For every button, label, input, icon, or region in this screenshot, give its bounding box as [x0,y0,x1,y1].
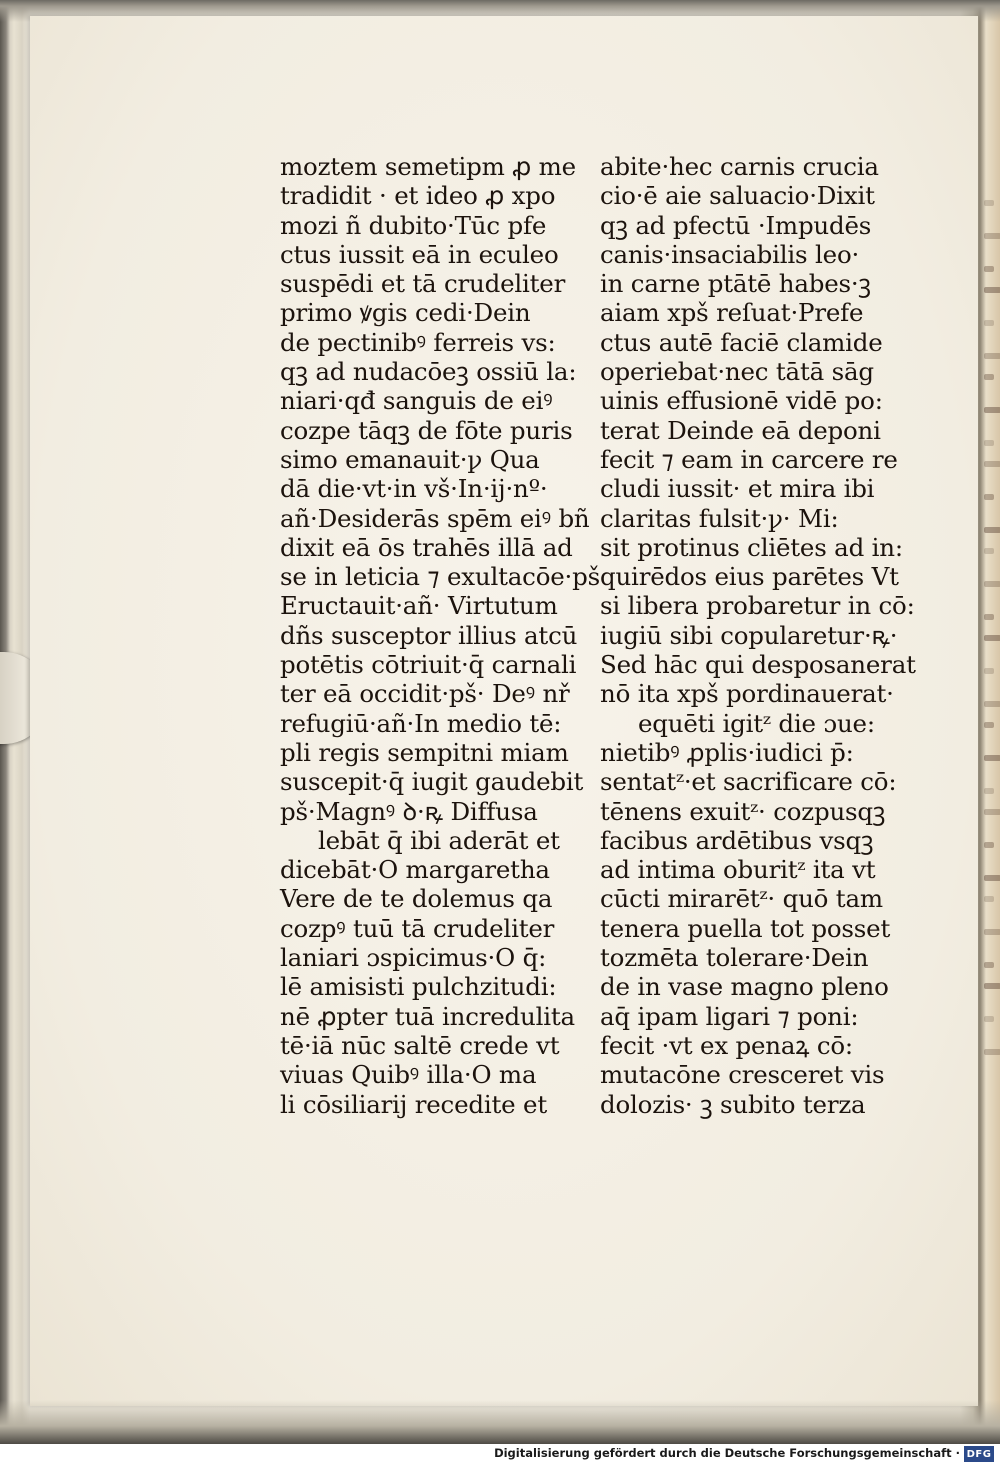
bleed-mark [984,548,994,554]
bleed-mark [984,527,1000,533]
text-line: si libera probaretur in cō: [600,591,915,621]
bleed-mark [984,200,994,206]
text-line: Eructauit·añ· Virtutum [280,591,558,621]
text-line: dā die·vt·in vš·In·ij·nº· [280,474,548,504]
text-line: ad intima oburitᶻ ita vt [600,855,876,885]
text-line: mozi ñ dubito·Tūc pfe [280,210,547,240]
text-line: tēnens exuitᶻ· cozpusqꝫ [600,796,886,826]
bleed-mark [984,755,1000,761]
bleed-mark [984,896,994,902]
bleed-mark [984,233,1000,239]
text-line: ter eā occidit·pš· Deꝰ nř [280,679,570,709]
text-line: fecit ⁊ eam in carcere re [600,444,898,474]
text-line: abite·hec carnis crucia [600,152,879,181]
text-line: fecit ·vt ex penaꝝ cō: [600,1030,853,1060]
bleed-mark [984,374,994,380]
text-line: cūcti mirarētᶻ· quō tam [600,884,883,914]
bleed-mark [984,809,1000,815]
text-line: dixit eā ōs trahēs illā ad [280,532,573,562]
text-line: simo emanauit·ꝩ Qua [280,444,540,474]
bleed-mark [984,842,994,848]
text-line: nō ita xpš pordinauerat· [600,679,894,709]
text-line: dñs susceptor illius atcū [280,620,578,650]
bleed-mark [984,614,994,620]
text-line: aq̄ ipam ligari ⁊ poni: [600,1001,859,1031]
bleed-mark [984,788,994,794]
bleed-mark [984,668,994,674]
bleed-mark [984,320,994,326]
text-line: nietibꝰ ꝓplis·iudici p̄: [600,737,854,767]
adjacent-page-edge [978,180,1000,1420]
text-line: iugiū sibi copularetur·ꝶ· [600,620,898,650]
text-line: laniari ɔspicimus·O q̄: [280,943,547,973]
text-line: moztem semetipm ꝓ me [280,152,576,181]
bleed-mark [984,266,994,272]
dfg-logo: DFG [964,1446,994,1462]
bleed-mark [984,875,1000,881]
bleed-mark [984,440,994,446]
text-line: equēti igitᶻ die ɔue: [638,708,875,738]
text-line: cio·ē aie saluacio·Dixit [600,181,875,211]
text-line: de in vase magno pleno [600,972,889,1002]
text-line: quirēdos eius parētes Vt [600,562,899,592]
text-line: ctus iussit eā in eculeo [280,239,559,269]
text-line: mutacōne cresceret vis [600,1060,885,1090]
text-line: in carne ptātē habes·ꝫ [600,269,871,299]
bleed-mark [984,407,1000,413]
text-line: se in leticia ⁊ exultacōe·pš [280,562,600,592]
text-line: suspēdi et tā crudeliter [280,269,566,299]
bleed-mark [984,494,994,500]
bleed-mark [984,461,1000,467]
text-line: niari·qđ sanguis de eiꝰ [280,386,553,416]
text-line: sentatᶻ·et sacrificare cō: [600,767,897,797]
text-line: qꝫ ad nudacōeꝫ ossiū la: [280,357,577,387]
text-line: viuas Quibꝰ illa·O ma [280,1060,537,1090]
text-line: refugiū·añ·In medio tē: [280,708,562,738]
bleed-mark [984,635,1000,641]
bleed-mark [984,962,994,968]
text-line: sit protinus cliētes ad in: [600,532,903,562]
text-line: tē·iā nūc saltē crede vt [280,1030,560,1060]
text-line: cludi iussit· et mira ibi [600,474,875,504]
text-line: tradidit · et ideo ꝓ xpo [280,181,556,211]
text-line: primo ꝟgis cedi·Dein [280,298,531,328]
bleed-mark [984,983,1000,989]
text-line: lebāt q̄ ibi aderāt et [318,825,560,855]
text-line: añ·Desiderās spēm eiꝰ bñ [280,503,590,533]
text-line: tenera puella tot posset [600,913,891,943]
text-line: claritas fulsit·ꝩ· Mi: [600,503,839,533]
text-line: dolozis· ꝫ subito terza [600,1089,866,1119]
bleed-mark [984,1016,994,1022]
text-line: Sed hāc qui desposanerat [600,650,916,680]
right-text-column [600,152,916,1119]
text-line: pli regis sempitni miam [280,737,569,767]
text-line: lē amisisti pulchzitudi: [280,972,557,1002]
text-line: aiam xpš reſuat·Prefe [600,298,864,328]
text-line: terat Deinde eā deponi [600,415,881,445]
text-line: facibus ardētibus vsqꝫ [600,825,874,855]
text-line: operiebat·nec tātā sāg [600,357,874,387]
text-line: li cōsiliarij recedite et [280,1089,547,1119]
text-line: suscepit·q̄ iugit gaudebit [280,767,584,797]
bleed-mark [984,287,1000,293]
bleed-mark [984,701,1000,707]
bleed-mark [984,722,994,728]
text-line: pš·Magnꝰ ꝺ·ꝶ Diffusa [280,796,538,826]
text-line: de pectinibꝰ ferreis vs: [280,327,556,357]
text-line: dicebāt·O margaretha [280,855,550,885]
bleed-mark [984,1049,1000,1055]
bottom-edge-shadow [0,1400,1000,1444]
text-line: ctus autē faciē clamide [600,327,883,357]
bleed-mark [984,929,1000,935]
text-line: canis·insaciabilis leo· [600,239,860,269]
text-line: cozpꝰ tuū tā crudeliter [280,913,555,943]
left-text-column [280,152,600,1119]
text-line: uinis effusionē vidē po: [600,386,883,416]
text-line: qꝫ ad pfectū ·Impudēs [600,210,872,240]
bleed-mark [984,581,1000,587]
text-line: tozmēta tolerare·Dein [600,943,869,973]
digitization-credit: Digitalisierung gefördert durch die Deutsche Forschungsgemeinschaft · [494,1446,960,1460]
text-line: Vere de te dolemus qa [280,884,553,914]
text-line: cozpe tāqꝫ de fōte puris [280,415,573,445]
bleed-mark [984,353,1000,359]
text-line: nē ꝓpter tuā incredulita [280,1001,575,1031]
text-line: potētis cōtriuit·q̄ carnali [280,650,577,680]
